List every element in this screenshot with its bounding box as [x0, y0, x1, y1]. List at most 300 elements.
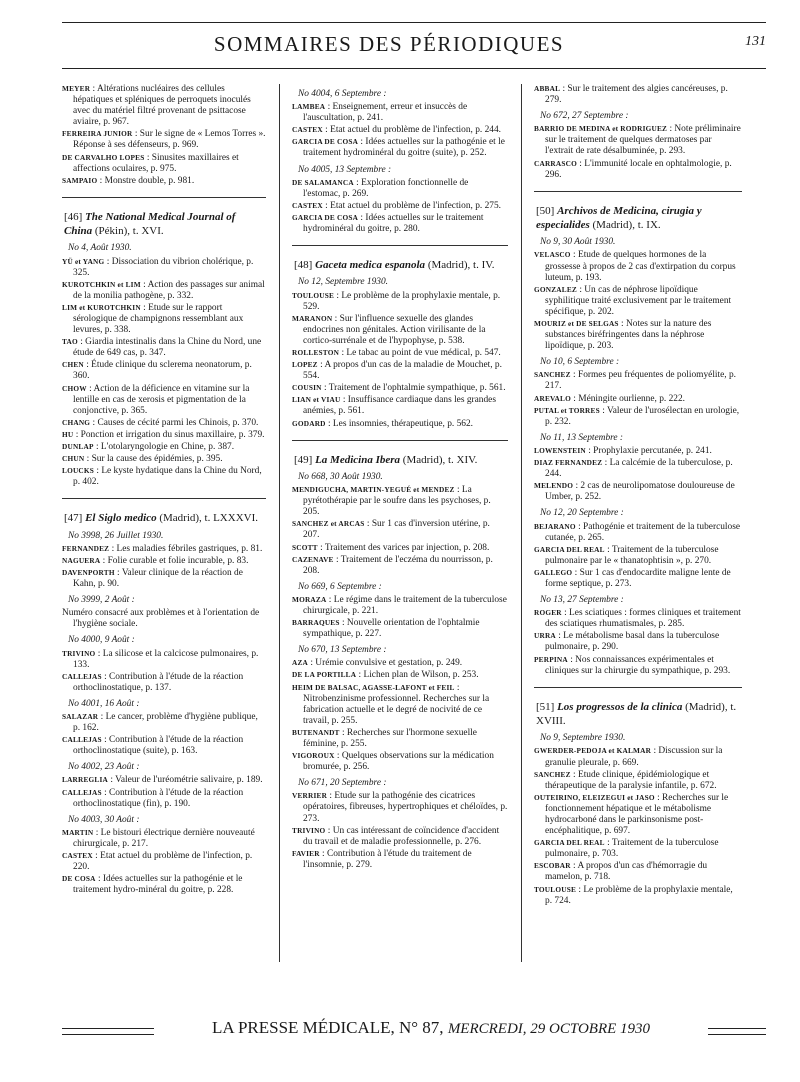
article-title: : Sur 1 cas d'endocardite maligne lente de forme septique, p. 273. — [545, 567, 731, 589]
article-title: : Le problème de la prophylaxie mentale, p. 724. — [545, 884, 733, 906]
journal-number: [50] — [536, 204, 555, 217]
article-author: HU — [62, 429, 74, 439]
article-title: : 2 cas de neurolipomatose douloureuse de Umber, p. 252. — [545, 481, 735, 503]
issue-heading: No 3998, 26 Juillet 1930. — [68, 530, 164, 541]
article-entry — [292, 658, 508, 669]
section-divider — [292, 245, 508, 246]
article-title: : Etude clinique, épidémiologique et thérapeutique de la paralysie infantile, p. 672. — [545, 769, 717, 791]
page-title: SOMMAIRES DES PÉRIODIQUES — [213, 32, 565, 56]
article-title: : Ponction et irrigation du sinus maxillaire, p. 379. — [75, 429, 265, 440]
article-title: : Giardia intestinalis dans la Chine du Nord, une étude de 649 cas, p. 347. — [73, 337, 262, 359]
article-author: CALLEJAS — [62, 735, 102, 745]
journal-heading — [62, 511, 266, 525]
article-title: : Contribution à l'étude de la réaction orthoclinostatique (suite), p. 163. — [73, 735, 244, 757]
article-entry — [62, 544, 266, 555]
article-title: : Les maladies fébriles gastriques, p. 81. — [111, 543, 263, 554]
issue-heading: No 671, 20 Septembre : — [298, 778, 387, 789]
article-title: : Etat actuel du problème de l'infection, p. 275. — [325, 200, 502, 211]
article-title: : Sur le signe de « Lemos Torres ». Réponse à ses défenseurs, p. 969. — [73, 129, 266, 151]
section-divider — [534, 687, 742, 688]
article-author: CAZENAVE — [292, 554, 334, 564]
article-title: : Valeur de l'uréométrie salivaire, p. 189. — [110, 775, 263, 786]
article-entry — [534, 458, 742, 480]
article-author: CHEN — [62, 360, 84, 370]
column-2 — [292, 84, 508, 962]
article-title: : A propos d'un cas de la maladie de Mouchet, p. 554. — [303, 360, 502, 382]
article-entry — [292, 419, 508, 430]
article-entry — [292, 395, 508, 417]
article-title: : Dissociation du vibrion cholérique, p. 325. — [73, 256, 254, 278]
article-author: GWERDER-PEDOJA et KALMAR — [534, 746, 652, 756]
issue-heading: No 670, 13 Septembre : — [298, 645, 387, 656]
journal-heading — [292, 258, 508, 272]
article-author: SANCHEZ et ARCAS — [292, 519, 365, 529]
article-author: LIM et KUROTCHKIN — [62, 302, 141, 312]
article-author: LIAN et VIAU — [292, 395, 341, 405]
journal-details: (Madrid), t. LXXXVI. — [159, 512, 259, 525]
issue-heading: No 13, 27 Septembre : — [540, 595, 624, 606]
article-title: : Idées actuelles sur la pathogénie et le traitement hydro-minéral du goitre, p. 228. — [73, 874, 243, 896]
article-title: : Le cancer, problème d'hygiène publique, p. 162. — [73, 712, 258, 734]
column-3 — [534, 84, 742, 962]
footer-rule-left — [62, 1028, 154, 1035]
article-title: : Méningite ourlienne, p. 222. — [573, 393, 685, 404]
article-author: VELASCO — [534, 250, 571, 260]
issue-heading: No 668, 30 Août 1930. — [298, 471, 383, 482]
article-author: GODARD — [292, 418, 326, 428]
article-entry — [62, 775, 266, 786]
article-title: : L'otolaryngologie en Chine, p. 387. — [95, 442, 235, 453]
article-author: MELENDO — [534, 481, 574, 491]
article-author: MOURIZ et DE SELGAS — [534, 319, 619, 328]
article-entry — [292, 618, 508, 640]
article-title: : Altérations nucléaires des cellules hépatiques et spléniques de perroquets inoculés avec du matériel filtré provenant de psittacose aviaire, p. 967. — [73, 84, 251, 128]
article-title: : Quelques observations sur la médication bromurée, p. 256. — [303, 751, 494, 773]
article-author: MARANON — [292, 313, 333, 323]
article-title: : Etat actuel du problème de l'infection, p. 220. — [73, 851, 253, 873]
article-author: ABBAL — [534, 84, 561, 93]
article-entry — [534, 655, 742, 677]
article-title: : Traitement de l'ophtalmie sympathique, p. 561. — [323, 383, 506, 394]
article-author: CHOW — [62, 383, 87, 393]
article-entry — [292, 485, 508, 518]
article-title: : Pathogénie et traitement de la tuberculose cutanée, p. 265. — [545, 521, 741, 543]
article-title: : Le tabac au point de vue médical, p. 547. — [341, 347, 501, 358]
journal-details: (Madrid), t. IX. — [592, 219, 661, 232]
section-divider — [534, 191, 742, 192]
article-entry — [534, 793, 742, 837]
article-entry — [534, 319, 742, 352]
article-author: BUTENANDT — [292, 727, 340, 737]
article-author: OUTEIRINO, ELEIZEGUI et JASO — [534, 792, 655, 802]
column-1 — [62, 84, 266, 962]
article-title: : Insuffisance cardiaque dans les grandes anémies, p. 561. — [303, 395, 496, 417]
article-title: : Discussion sur la granulie pleurale, p. 669. — [545, 746, 723, 768]
article-entry — [292, 201, 508, 212]
journal-details: (Madrid), t. XIV. — [402, 453, 478, 466]
issue-heading: No 3999, 2 Août : — [68, 595, 135, 606]
article-author: SANCHEZ — [534, 769, 571, 779]
article-title: : Action des passages sur animal de la monilia pathogène, p. 332. — [73, 279, 265, 301]
article-entry — [62, 418, 266, 429]
article-author: MORAZA — [292, 594, 327, 604]
page-footer — [62, 1020, 766, 1068]
article-author: TRIVINO — [292, 825, 326, 835]
article-author: DIAZ FERNANDEZ — [534, 458, 603, 468]
article-author: FERREIRA JUNIOR — [62, 129, 133, 139]
article-title: : Etude sur la pathogénie des cicatrices opératoires, fibreuses, hypertrophiques et chéloïdes, p. 273. — [303, 791, 508, 824]
article-author: BEJARANO — [534, 521, 576, 531]
article-title: : Le problème de la prophylaxie mentale, p. 529. — [303, 290, 501, 312]
journal-details: (Pékin), t. XVI. — [94, 225, 164, 238]
article-entry — [534, 545, 742, 567]
section-divider — [62, 197, 266, 198]
article-entry — [534, 394, 742, 405]
article-title: : Urémie convulsive et gestation, p. 249. — [310, 658, 463, 669]
article-title: : Le régime dans le traitement de la tuberculose chirurgicale, p. 221. — [303, 594, 507, 616]
article-entry — [62, 735, 266, 757]
article-author: SALAZAR — [62, 712, 99, 722]
article-entry — [292, 360, 508, 382]
article-author: GARCIA DEL REAL — [534, 544, 605, 554]
article-author: LOPEZ — [292, 360, 318, 370]
article-entry — [292, 125, 508, 136]
article-entry — [62, 788, 266, 810]
article-title: : Nouvelle orientation de l'ophtalmie sympathique, p. 227. — [303, 618, 480, 640]
footer-text — [162, 1018, 700, 1038]
article-entry — [62, 466, 266, 488]
article-title: : Lichen plan de Wilson, p. 253. — [358, 670, 479, 681]
article-author: DUNLAP — [62, 442, 94, 452]
article-entry — [534, 770, 742, 792]
article-author: PERPINA — [534, 654, 568, 664]
article-title: : Un cas de néphrose lipoïdique syphilitique traité exclusivement par le traitement spécifique, p. 202. — [545, 284, 732, 317]
article-title: : Exploration fonctionnelle de l'estomac, p. 269. — [303, 177, 469, 199]
article-author: FAVIER — [292, 848, 320, 858]
article-author: DE LA PORTILLA — [292, 670, 357, 680]
article-author: VIGOROUX — [292, 751, 335, 761]
article-author: TOULOUSE — [292, 290, 335, 300]
article-entry — [534, 124, 742, 157]
article-author: HEIM DE BALSAC, AGASSE-LAFONT et FEIL — [292, 682, 455, 692]
issue-heading: No 672, 27 Septembre : — [540, 111, 629, 122]
article-title: : La silicose et la calcicose pulmonaires, p. 133. — [73, 648, 259, 670]
article-title: : Note préliminaire sur le traitement de quelques dermatoses par l'extrait de rate désalbuminée, p. 293. — [545, 124, 741, 157]
issue-heading: No 4004, 6 Septembre : — [298, 89, 387, 99]
header-rule-top — [62, 22, 766, 23]
article-title: : Idées actuelles sur le traitement hydrominéral du goitre, p. 280. — [303, 212, 484, 235]
article-author: KUROTCHKIN et LIM — [62, 279, 141, 289]
journal-heading — [62, 210, 266, 239]
article-entry — [62, 384, 266, 417]
article-author: MENDIGUCHA, MARTIN-YEGUÉ et MENDEZ — [292, 485, 455, 495]
article-title: : Sur le traitement des algies cancéreuses, p. 279. — [545, 84, 728, 106]
article-title: : Le métabolisme basal dans la tuberculose pulmonaire, p. 290. — [545, 631, 720, 653]
article-author: GARCIA DE COSA — [292, 137, 359, 147]
issue-heading: No 4003, 30 Août : — [68, 814, 140, 825]
article-author: GONZALEZ — [534, 284, 577, 294]
journal-heading — [534, 700, 742, 729]
page-number: 131 — [745, 34, 766, 49]
article-entry — [62, 303, 266, 336]
article-entry — [292, 751, 508, 773]
article-entry — [534, 631, 742, 653]
footer-rule-right — [708, 1028, 766, 1035]
article-title: : Traitement de l'eczéma du nourrisson, p. 208. — [303, 554, 493, 576]
article-entry — [62, 568, 266, 590]
article-entry — [292, 348, 508, 359]
article-entry — [534, 885, 742, 907]
article-entry — [62, 84, 266, 128]
article-author: DE CARVALHO LOPES — [62, 152, 145, 162]
article-author: CASTEX — [292, 125, 323, 135]
journal-number: [49] — [294, 453, 313, 466]
article-entry — [534, 861, 742, 883]
article-author: CASTEX — [62, 851, 93, 861]
article-title: : Contribution à l'étude de la réaction orthoclinostatique, p. 137. — [73, 671, 244, 693]
article-title: : Action de la déficience en vitamine sur la lentille en cas de xerosis et pigmentation de la conjonctive, p. 365. — [73, 383, 250, 416]
article-author: NAGUERA — [62, 555, 101, 565]
article-entry — [534, 370, 742, 392]
article-title: : Les insomnies, thérapeutique, p. 562. — [327, 418, 474, 429]
article-title: : Les sciatiques : formes cliniques et traitement des sciatiques rhumatismales, p. 285. — [545, 608, 741, 630]
article-title: : Etude de quelques hormones de la grossesse à propos de 2 cas d'extirpation du corpus luteum, p. 193. — [545, 250, 736, 283]
article-author: LARREGLIA — [62, 775, 108, 785]
article-title: : Prophylaxie percutanée, p. 241. — [588, 445, 712, 456]
article-author: PUTAL et TORRES — [534, 405, 600, 415]
article-title: : Valeur de l'urosélectan en urologie, p. 232. — [545, 405, 740, 427]
article-title: : Sur la cause des épidémies, p. 395. — [86, 454, 223, 465]
article-entry — [292, 102, 508, 124]
article-title: : Recherches sur le fonctionnement hépatique et le métabolisme hydrocarboné dans le parkinsonisme post-encéphalitique, p. 697. — [545, 792, 729, 837]
article-entry — [534, 406, 742, 428]
article-entry — [534, 608, 742, 630]
article-entry — [62, 176, 266, 187]
journal-title: Gaceta medica espanola — [315, 259, 426, 272]
journal-heading — [534, 204, 742, 233]
article-entry — [62, 649, 266, 671]
journal-number: [47] — [64, 512, 83, 525]
article-entry — [62, 454, 266, 465]
article-entry — [292, 543, 508, 554]
article-entry — [62, 828, 266, 850]
article-title: : Contribution à l'étude de la réaction orthoclinostatique (fin), p. 190. — [73, 787, 244, 809]
journal-details: (Madrid), t. IV. — [427, 259, 495, 272]
issue-heading: No 10, 6 Septembre : — [540, 357, 620, 368]
article-entry — [292, 291, 508, 313]
article-entry — [62, 360, 266, 382]
article-author: DE SALAMANCA — [292, 177, 354, 187]
article-author: AREVALO — [534, 393, 571, 403]
article-title: : La calcémie de la tuberculose, p. 244. — [545, 458, 733, 480]
article-title: : Traitement de la tuberculose pulmonaire, p. 703. — [545, 838, 719, 860]
article-author: CHUN — [62, 454, 85, 464]
article-author: TOULOUSE — [534, 884, 577, 894]
article-entry — [292, 595, 508, 617]
article-entry — [534, 285, 742, 318]
article-author: LAMBEA — [292, 102, 326, 112]
article-author: LOUCKS — [62, 466, 95, 476]
article-entry — [292, 519, 508, 541]
article-entry — [292, 791, 508, 824]
article-entry — [292, 383, 508, 394]
article-title: : Formes peu fréquentes de poliomyélite, p. 217. — [545, 370, 737, 392]
issue-heading: No 11, 13 Septembre : — [540, 432, 624, 443]
article-author: TRIVINO — [62, 648, 96, 658]
article-entry — [62, 672, 266, 694]
issue-heading: No 12, 20 Septembre : — [540, 508, 624, 519]
article-author: GARCIA DEL REAL — [534, 838, 605, 848]
article-author: CARRASCO — [534, 158, 577, 168]
article-entry — [292, 213, 508, 235]
article-author: CHANG — [62, 417, 91, 427]
article-author: SANCHEZ — [534, 370, 571, 380]
article-entry — [62, 608, 266, 630]
journal-number: [48] — [294, 259, 313, 272]
journal-title: El Siglo medico — [85, 512, 157, 525]
article-title: : Monstre double, p. 981. — [99, 175, 195, 186]
page-header — [62, 22, 766, 70]
article-title: : Contribution à l'étude du traitement de l'insomnie, p. 279. — [303, 848, 472, 870]
article-title: : Nos connaissances expérimentales et cliniques sur la chirurgie du sympathique, p. 293. — [545, 654, 731, 676]
article-title: : Un cas intéressant de coïncidence d'accident du travail et de maladie professionnelle, p. 276. — [303, 825, 500, 847]
article-author: ESCOBAR — [534, 861, 571, 871]
journal-number: [46] — [64, 210, 83, 223]
article-entry — [292, 683, 508, 727]
footer-publication: LA PRESSE MÉDICALE, N° 87, — [211, 1018, 444, 1037]
issue-heading: No 4002, 23 Août : — [68, 762, 140, 773]
article-title: : Idées actuelles sur la pathogénie et le traitement hydrominéral du goitre (suite), p. 252. — [303, 137, 505, 159]
article-entry — [62, 129, 266, 151]
article-entry — [534, 746, 742, 768]
article-title: : Sinusites maxillaires et affections oculaires, p. 975. — [73, 152, 239, 174]
article-author: TAO — [62, 337, 78, 347]
article-entry — [62, 712, 266, 734]
article-title: : Le bistouri électrique dernière nouveauté chirurgicale, p. 217. — [73, 827, 255, 849]
article-entry — [292, 137, 508, 159]
issue-heading: No 12, Septembre 1930. — [298, 277, 389, 288]
column-divider — [521, 84, 522, 962]
article-entry — [62, 280, 266, 302]
issue-heading: No 9, 30 Août 1930. — [540, 237, 616, 248]
article-entry — [292, 314, 508, 347]
article-title: : A propos d'un cas d'hémorragie du mamelon, p. 718. — [545, 861, 708, 883]
article-entry — [62, 874, 266, 896]
article-author: CALLEJAS — [62, 671, 102, 681]
article-entry — [534, 446, 742, 457]
issue-heading: No 4001, 16 Août : — [68, 698, 140, 709]
article-entry — [62, 442, 266, 453]
article-author: URRA — [534, 631, 556, 641]
article-author: COUSIN — [292, 383, 322, 393]
article-title: Numéro consacré aux problèmes et à l'orientation de l'hygiène sociale. — [62, 608, 260, 630]
article-author: CASTEX — [292, 200, 323, 210]
article-author: GARCIA DE COSA — [292, 212, 359, 222]
article-entry — [534, 568, 742, 590]
article-author: FERNANDEZ — [62, 543, 110, 553]
article-entry — [62, 851, 266, 873]
article-title: : Etude sur le rapport sérologique de champignons ressemblant aux levures, p. 338. — [73, 302, 244, 336]
article-author: ROGER — [534, 608, 562, 618]
journal-heading — [292, 453, 508, 467]
section-divider — [62, 498, 266, 499]
article-author: LOWENSTEIN — [534, 445, 586, 455]
article-title: : Sur 1 cas d'inversion utérine, p. 207. — [303, 519, 490, 541]
article-entry — [292, 728, 508, 750]
article-author: VERRIER — [292, 791, 328, 801]
article-author: MEYER — [62, 84, 91, 93]
article-title: : Étude clinique du sclerema neonatorum, p. 360. — [73, 360, 252, 382]
journal-title: The National Medical Journal of China — [64, 210, 236, 238]
article-author: BARRAQUES — [292, 618, 340, 628]
article-author: AZA — [292, 658, 309, 668]
article-title: : Etat actuel du problème de l'infection, p. 244. — [325, 125, 502, 136]
journal-details: (Madrid), t. XVIII. — [536, 700, 737, 728]
issue-heading: No 4005, 13 Septembre : — [298, 164, 392, 175]
article-author: YÜ et YANG — [62, 256, 105, 266]
footer-date: MERCREDI, 29 OCTOBRE 1930 — [447, 1021, 651, 1037]
article-entry — [534, 159, 742, 181]
journal-title: La Medicina Ibera — [315, 453, 401, 466]
article-author: MARTIN — [62, 827, 94, 837]
article-title: : Valeur clinique de la réaction de Kahn, p. 90. — [73, 567, 243, 590]
article-title: : La pyrétothérapie par le soufre dans les psychoses, p. 205. — [303, 485, 491, 518]
article-author: CALLEJAS — [62, 787, 102, 797]
header-rule-bottom — [62, 68, 766, 69]
article-title: : L'immunité locale en ophtalmologie, p. 296. — [545, 158, 732, 180]
article-entry — [292, 178, 508, 200]
article-author: ROLLESTON — [292, 347, 340, 357]
issue-heading: No 9, Septembre 1930. — [540, 733, 626, 744]
journal-number: [51] — [536, 700, 555, 713]
article-entry — [534, 84, 742, 106]
issue-heading: No 4000, 9 Août : — [68, 635, 135, 646]
article-author: DAVENPORTH — [62, 567, 115, 577]
article-entry — [62, 257, 266, 279]
article-entry — [292, 670, 508, 681]
article-title: : Traitement des varices par injection, p. 208. — [320, 542, 490, 553]
article-entry — [292, 555, 508, 577]
article-entry — [534, 250, 742, 283]
article-entry — [292, 826, 508, 848]
issue-heading: No 4, Août 1930. — [68, 243, 132, 254]
article-entry — [62, 556, 266, 567]
article-title: : Causes de cécité parmi les Chinois, p. 370. — [92, 417, 259, 428]
article-entry — [534, 838, 742, 860]
article-entry — [534, 481, 742, 503]
article-entry — [62, 153, 266, 175]
article-entry — [62, 337, 266, 359]
article-title: : Le kyste hydatique dans la Chine du Nord, p. 402. — [73, 466, 262, 488]
section-divider — [292, 440, 508, 441]
article-entry — [62, 430, 266, 441]
article-title: : Nitrobenzinisme professionnel. Recherches sur la fabrication actuelle et le degré de nocivité de ce travail, p. 255. — [303, 682, 490, 726]
journal-title: Archivos de Medicina, cirugia y especialides — [536, 204, 702, 232]
article-entry — [292, 849, 508, 871]
article-author: BARRIO DE MEDINA et RODRIGUEZ — [534, 124, 668, 134]
article-title: : Sur l'influence sexuelle des glandes endocrines non génitales. Action virilisante de la cortico-surrénale et de l'hypophyse, p. 538. — [303, 313, 486, 346]
issue-heading: No 669, 6 Septembre : — [298, 581, 382, 592]
article-author: GALLEGO — [534, 567, 573, 577]
article-author: SAMPAIO — [62, 175, 98, 185]
article-title: : Folie curable et folie incurable, p. 83. — [102, 555, 249, 566]
article-title: : Notes sur la nature des substances biréfringentes dans la néphrose lipoïdique, p. 203. — [545, 319, 712, 352]
article-author: DE COSA — [62, 874, 96, 884]
article-title: : Traitement de la tuberculose pulmonaire par le « thanatophtisin », p. 270. — [545, 544, 719, 566]
article-title: : Recherches sur l'hormone sexuelle féminine, p. 255. — [303, 727, 477, 749]
journal-title: Los progressos de la clinica — [557, 700, 683, 713]
article-title: : Enseignement, erreur et insuccès de l'auscultation, p. 241. — [303, 102, 468, 124]
